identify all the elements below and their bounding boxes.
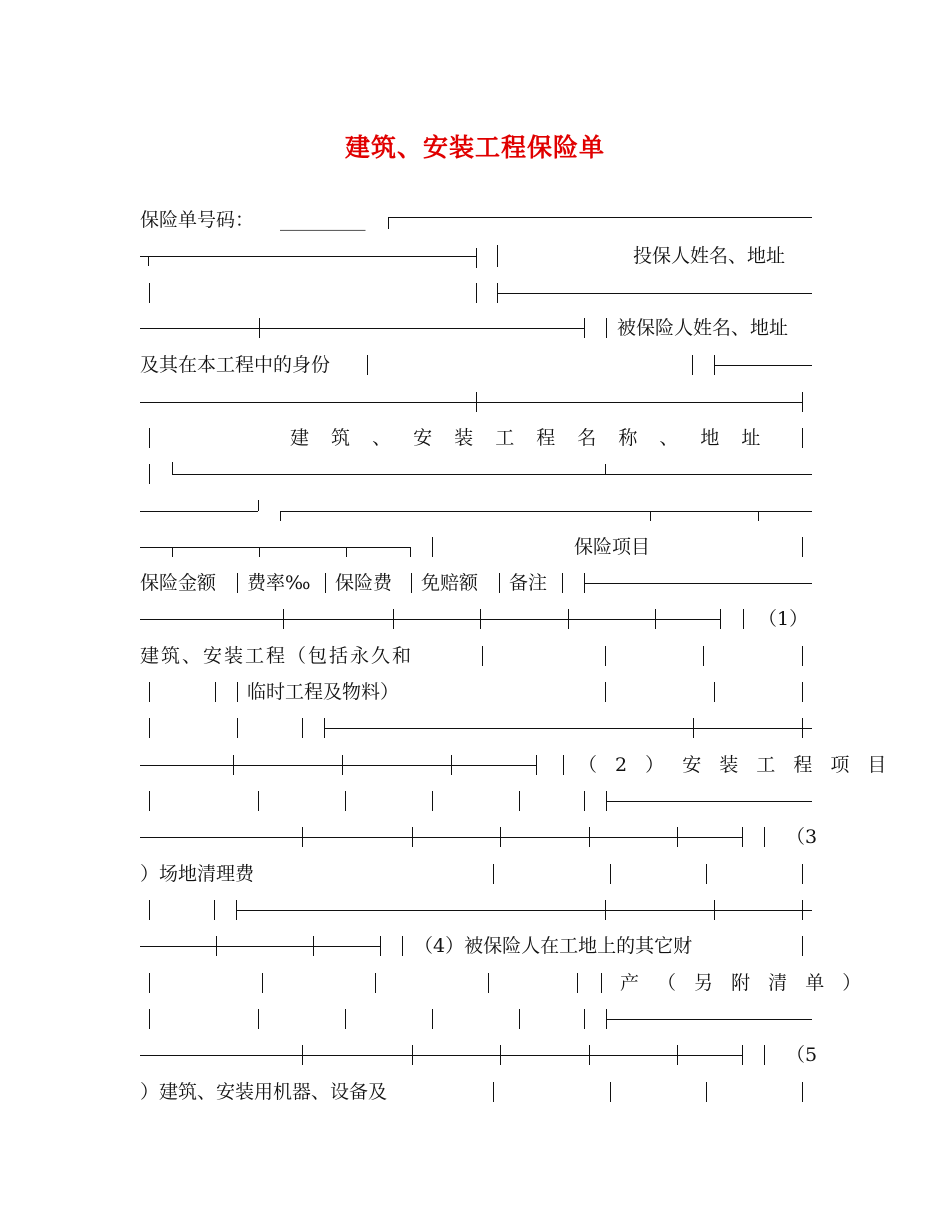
table-border — [742, 827, 743, 847]
table-border — [802, 936, 803, 956]
table-border — [345, 791, 346, 811]
table-border — [149, 718, 150, 738]
table-border — [236, 910, 812, 911]
table-border — [149, 682, 150, 702]
table-border — [601, 973, 602, 993]
table-border — [655, 609, 656, 629]
table-border — [149, 1009, 150, 1029]
table-border — [693, 718, 694, 738]
table-border — [650, 511, 651, 521]
table-border — [380, 936, 381, 956]
item1-number: （1） — [758, 608, 809, 630]
table-border — [346, 547, 347, 557]
table-border — [258, 500, 259, 511]
table-border — [140, 1055, 742, 1056]
table-border — [720, 609, 721, 629]
item5-number: （5 — [786, 1044, 818, 1066]
table-border — [140, 256, 476, 257]
table-border — [480, 609, 481, 629]
table-border — [584, 1009, 585, 1029]
table-border — [412, 827, 413, 847]
table-border — [584, 318, 585, 338]
table-border — [149, 428, 150, 448]
item5-label: ）建筑、安装用机器、设备及 — [140, 1081, 388, 1103]
policy-number-label: 保险单号码： — [140, 209, 255, 231]
applicant-label: 投保人姓名、地址 — [633, 245, 786, 267]
table-border — [714, 365, 812, 366]
table-border — [605, 464, 606, 474]
table-border — [432, 537, 433, 557]
table-border — [393, 609, 394, 629]
table-border — [497, 245, 498, 267]
table-border — [758, 511, 759, 521]
table-border — [677, 827, 678, 847]
col-amount: 保险金额 — [140, 572, 217, 594]
table-border — [302, 827, 303, 847]
item1-label: 建筑、安装工程（包括永久和 — [140, 645, 414, 667]
table-border — [140, 765, 536, 766]
table-border — [476, 283, 477, 303]
table-border — [568, 609, 569, 629]
table-border — [237, 718, 238, 738]
table-border — [432, 791, 433, 811]
table-border — [216, 936, 217, 956]
table-border — [262, 973, 263, 993]
table-border — [140, 837, 742, 838]
table-border — [500, 1045, 501, 1065]
insured-role: 及其在本工程中的身份 — [140, 354, 331, 376]
table-border — [536, 755, 537, 775]
table-border — [149, 283, 150, 303]
table-border — [214, 900, 215, 920]
table-border — [802, 392, 803, 412]
table-border — [172, 547, 173, 557]
table-border — [605, 900, 606, 920]
table-border — [493, 864, 494, 884]
table-border — [140, 547, 410, 548]
table-border — [493, 1082, 494, 1102]
table-border — [488, 973, 489, 993]
table-border — [714, 900, 715, 920]
table-border — [259, 318, 260, 338]
table-border — [742, 1045, 743, 1065]
table-border — [802, 1082, 803, 1102]
table-border — [345, 1009, 346, 1029]
table-border — [451, 755, 452, 775]
table-border — [714, 682, 715, 702]
table-border — [237, 682, 238, 702]
table-border — [302, 1045, 303, 1065]
table-border — [692, 355, 693, 375]
table-border — [412, 1045, 413, 1065]
table-border — [563, 755, 564, 775]
item2-label: （ 2 ） 安 装 工 程 项 目 — [578, 754, 893, 776]
table-border — [140, 946, 380, 947]
table-border — [706, 864, 707, 884]
table-border — [324, 728, 812, 729]
table-border — [149, 791, 150, 811]
table-border — [388, 217, 389, 229]
item1-label-cont: 临时工程及物料） — [247, 681, 400, 703]
table-border — [149, 464, 150, 484]
item3-label: ）场地清理费 — [140, 863, 255, 885]
policy-number-blank: _________ — [280, 209, 366, 231]
table-border — [605, 682, 606, 702]
col-rate: 费率‰ — [247, 572, 311, 594]
col-note: 备注 — [509, 572, 548, 594]
table-border — [610, 864, 611, 884]
table-border — [215, 682, 216, 702]
items-header: 保险项目 — [574, 536, 651, 558]
table-border — [497, 293, 812, 294]
table-border — [802, 682, 803, 702]
table-border — [802, 718, 803, 738]
table-border — [388, 217, 812, 218]
table-border — [606, 1019, 812, 1020]
table-border — [258, 1009, 259, 1029]
table-border — [283, 609, 284, 629]
table-border — [610, 1082, 611, 1102]
table-border — [172, 474, 812, 475]
table-border — [313, 936, 314, 956]
document-title: 建筑、安装工程保险单 — [344, 133, 605, 162]
table-border — [605, 646, 606, 666]
table-border — [375, 973, 376, 993]
table-border — [743, 609, 744, 629]
table-border — [259, 547, 260, 557]
table-border — [706, 1082, 707, 1102]
table-border — [432, 1009, 433, 1029]
table-border — [402, 936, 403, 956]
table-border — [410, 547, 411, 557]
table-border — [302, 718, 303, 738]
table-border — [500, 827, 501, 847]
table-border — [802, 864, 803, 884]
table-border — [482, 646, 483, 666]
col-deductible: 免赔额 — [421, 572, 479, 594]
col-premium: 保险费 — [335, 572, 393, 594]
table-border — [149, 973, 150, 993]
item3-number: （3 — [786, 826, 818, 848]
project-label: 建 筑 、 安 装 工 程 名 称 、 地 址 — [290, 427, 769, 449]
table-border — [237, 573, 238, 593]
table-border — [764, 1045, 765, 1065]
table-border — [584, 583, 812, 584]
table-border — [677, 1045, 678, 1065]
table-border — [325, 573, 326, 593]
table-border — [148, 256, 149, 266]
table-border — [589, 827, 590, 847]
table-border — [519, 791, 520, 811]
table-border — [519, 1009, 520, 1029]
table-border — [606, 801, 812, 802]
table-border — [802, 537, 803, 557]
table-border — [140, 402, 802, 403]
table-border — [140, 511, 258, 512]
table-border — [802, 428, 803, 448]
table-border — [499, 573, 500, 593]
table-border — [589, 1045, 590, 1065]
table-border — [411, 573, 412, 593]
table-border — [562, 573, 563, 593]
table-border — [140, 328, 584, 329]
item4-label-cont: 产 （ 另 附 清 单 ） — [620, 972, 868, 994]
table-border — [476, 392, 477, 412]
table-border — [476, 248, 477, 268]
table-border — [172, 462, 173, 474]
table-border — [367, 355, 368, 375]
table-border — [577, 973, 578, 993]
table-border — [584, 791, 585, 811]
table-border — [149, 900, 150, 920]
table-border — [342, 755, 343, 775]
table-border — [703, 646, 704, 666]
insured-label: 被保险人姓名、地址 — [617, 317, 789, 339]
table-border — [802, 646, 803, 666]
table-border — [802, 900, 803, 920]
table-border — [764, 827, 765, 847]
item4-label: （4）被保险人在工地上的其它财 — [414, 935, 693, 957]
table-border — [140, 619, 720, 620]
table-border — [606, 318, 607, 338]
table-border — [280, 511, 281, 521]
table-border — [280, 511, 812, 512]
table-border — [233, 755, 234, 775]
table-border — [258, 791, 259, 811]
